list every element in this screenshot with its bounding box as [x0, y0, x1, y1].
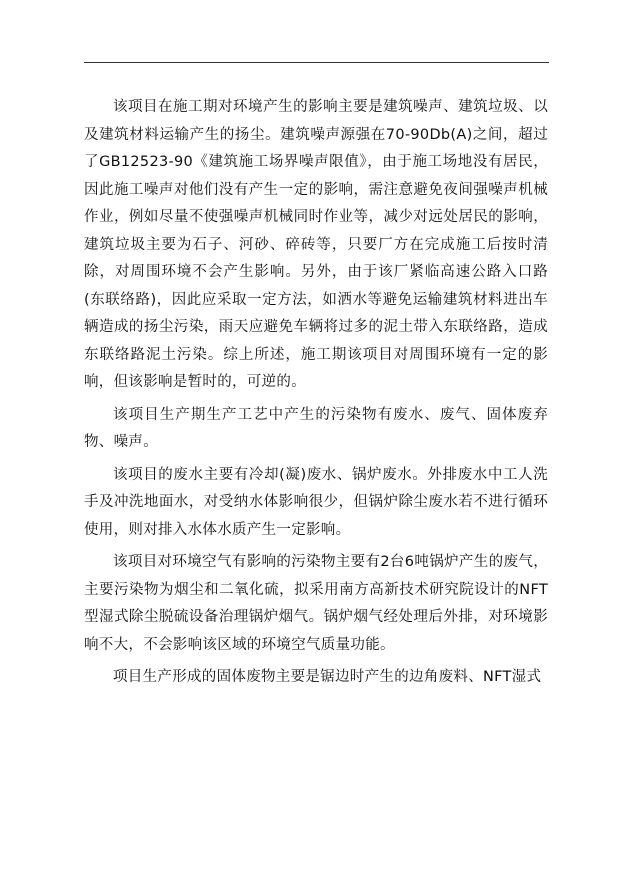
paragraph-wastewater: 该项目的废水主要有冷却(凝)废水、锅炉废水。外排废水中工人洗手及冲洗地面水，对受纳水体影响很少，但锅炉除尘废水若不进行循环使用，则对排入水体水质产生一定影响。 [84, 466, 548, 538]
header-rule [84, 62, 549, 63]
paragraph-production-pollutants: 该项目生产期生产工艺中产生的污染物有废水、废气、固体废弃物、噪声。 [84, 406, 548, 450]
paragraph-solid-waste: 项目生产形成的固体废物主要是锯边时产生的边角废料、NFT湿式 [113, 669, 542, 685]
paragraph-air-pollution: 该项目对环境空气有影响的污染物主要有2台6吨锅炉产生的废气，主要污染物为烟尘和二氧化硫，拟采用南方高新技术研究院设计的NFT型湿式除尘脱硫设备治理锅炉烟气。锅炉烟气经处理后外排，对环境影响不大，不会影响该区域的环境空气质量功能。 [84, 554, 548, 653]
body-text [84, 94, 548, 697]
paragraph-construction-impact: 该项目在施工期对环境产生的影响主要是建筑噪声、建筑垃圾、以及建筑材料运输产生的扬尘。建筑噪声源强在70-90Db(A)之间，超过了GB12523-90《建筑施工场界噪声限值》，由于施工场地没有居民，因此施工噪声对他们没有产生一定的影响，需注意避免夜间强噪声机械作业，例如尽量不使强噪声机械同时作业等，减少对远处居民的影响，建筑垃圾主要为石子、河砂、碎砖等，只要厂方在完成施工后按时清除，对周围环境不会产生影响。另外，由于该厂紧临高速公路入口路(东联络路)，因此应采取一定方法，如洒水等避免运输建筑材料进出车辆造成的扬尘污染，雨天应避免车辆将过多的泥土带入东联络路，造成东联络路泥土污染。综上所述，施工期该项目对周围环境有一定的影响，但该影响是暂时的，可逆的。 [84, 99, 548, 390]
